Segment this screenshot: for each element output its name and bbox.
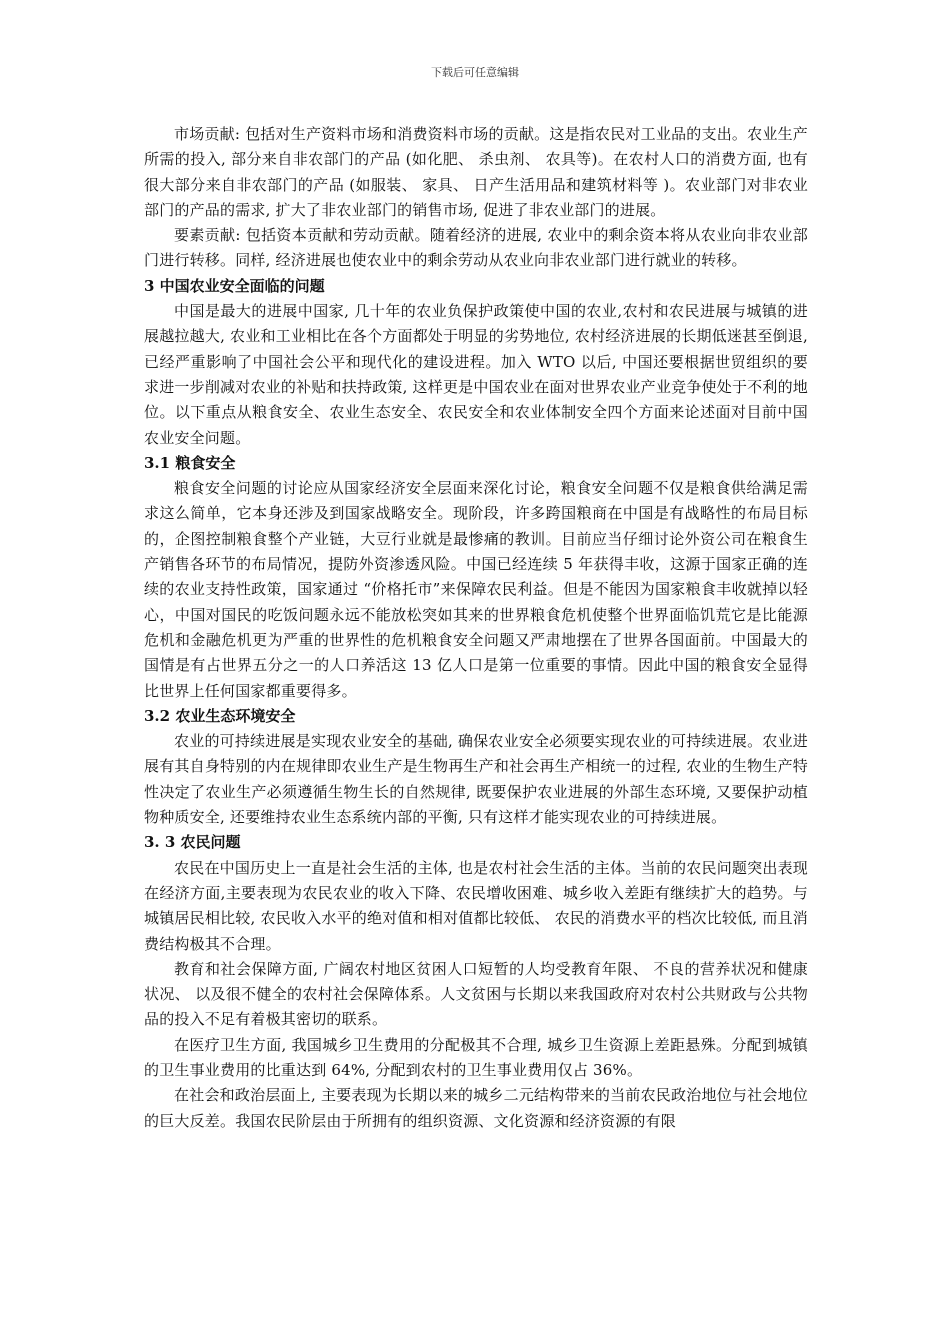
paragraph-education-security: 教育和社会保障方面, 广阔农村地区贫困人口短暂的人均受教育年限、 不良的营养状况和健康状况、 以及很不健全的农村社会保障体系。人文贫困与长期以来我国政府对农村公共财政与公共物品的投入不足有着极其密切的联系。: [144, 959, 808, 1029]
section-heading-3: 3 中国农业安全面临的问题: [144, 276, 325, 295]
document-body: [144, 122, 808, 1134]
paragraph-food-security: 粮食安全问题的讨论应从国家经济安全层面来深化讨论，粮食安全问题不仅是粮食供给满足需求这么简单，它本身还涉及到国家战略安全。现阶段，许多跨国粮商在中国是有战略性的布局目标的，企图控制粮食整个产业链，大豆行业就是最惨痛的教训。目前应当仔细讨论外资公司在粮食生产销售各环节的布局情况，提防外资渗透风险。中国已经连续 5 年获得丰收，这源于国家正确的连续的农业支持性政策，国家通过 “价格托市”来保障农民利益。但是不能因为国家粮食丰收就掉以轻心，中国对国民的吃饭问题永远不能放松突如其来的世界粮食危机使整个世界面临饥荒它是比能源危机和金融危机更为严重的世界性的危机粮食安全问题又严肃地摆在了世界各国面前。中国最大的国情是有占世界五分之一的人口养活这 13 亿人口是第一位重要的事情。因此中国的粮食安全显得比世界上任何国家都重要得多。: [144, 479, 808, 700]
paragraph-section-3-intro: 中国是最大的进展中国家, 几十年的农业负保护政策使中国的农业,农村和农民进展与城镇的进展越拉越大, 农业和工业相比在各个方面都处于明显的劣势地位, 农村经济进展的长期低迷甚至倒退, 已经严重影响了中国社会公平和现代化的建设进程。加入 WTO 以后, 中国还要根据世贸组织的要求进一步削减对农业的补贴和扶持政策, 这样更是中国农业在面对世界农业产业竞争使处于不利的地位。以下重点从粮食安全、农业生态安全、农民安全和农业体制安全四个方面来论述面对目前中国农业安全问题。: [144, 302, 808, 447]
section-heading-3-2: 3.2 农业生态环境安全: [144, 706, 296, 725]
paragraph-social-political: 在社会和政治层面上, 主要表现为长期以来的城乡二元结构带来的当前农民政治地位与社会地位的巨大反差。我国农民阶层由于所拥有的组织资源、文化资源和经济资源的有限: [144, 1086, 808, 1130]
section-heading-3-3: 3. 3 农民问题: [144, 833, 241, 852]
paragraph-factor-contribution: 要素贡献: 包括资本贡献和劳动贡献。随着经济的进展, 农业中的剩余资本将从农业向非农业部门进行转移。同样, 经济进展也使农业中的剩余劳动从农业向非农业部门进行就业的转移。: [144, 226, 808, 270]
paragraph-healthcare: 在医疗卫生方面, 我国城乡卫生费用的分配极其不合理, 城乡卫生资源上差距悬殊。分配到城镇的卫生事业费用的比重达到 64%, 分配到农村的卫生事业费用仅占 36%。: [144, 1035, 808, 1079]
paragraph-farmers-economy: 农民在中国历史上一直是社会生活的主体, 也是农村社会生活的主体。当前的农民问题突出表现在经济方面,主要表现为农民农业的收入下降、农民增收困难、城乡收入差距有继续扩大的趋势。与城镇居民相比较, 农民收入水平的绝对值和相对值都比较低、 农民的消费水平的档次比较低, 而且消费结构极其不合理。: [144, 858, 808, 953]
paragraph-market-contribution: 市场贡献: 包括对生产资料市场和消费资料市场的贡献。这是指农民对工业品的支出。农业生产所需的投入, 部分来自非农部门的产品 (如化肥、 杀虫剂、 农具等)。在农村人口的消费方面, 也有很大部分来自非农部门的产品 (如服装、 家具、 日产生活用品和建筑材料等 )。农业部门对非农业部门的产品的需求, 扩大了非农业部门的销售市场, 促进了非农业部门的进展。: [144, 125, 808, 219]
page-header: 下载后可任意编辑: [431, 66, 519, 79]
section-heading-3-1: 3.1 粮食安全: [144, 453, 236, 472]
paragraph-ecology: 农业的可持续进展是实现农业安全的基础, 确保农业安全必须要实现农业的可持续进展。农业进展有其自身特别的内在规律即农业生产是生物再生产和社会再生产相统一的过程, 农业的生物生产特性决定了农业生产必须遵循生物生长的自然规律, 既要保护农业进展的外部生态环境, 又要保护动植物种质安全, 还要维持农业生态系统内部的平衡, 只有这样才能实现农业的可持续进展。: [144, 732, 808, 827]
